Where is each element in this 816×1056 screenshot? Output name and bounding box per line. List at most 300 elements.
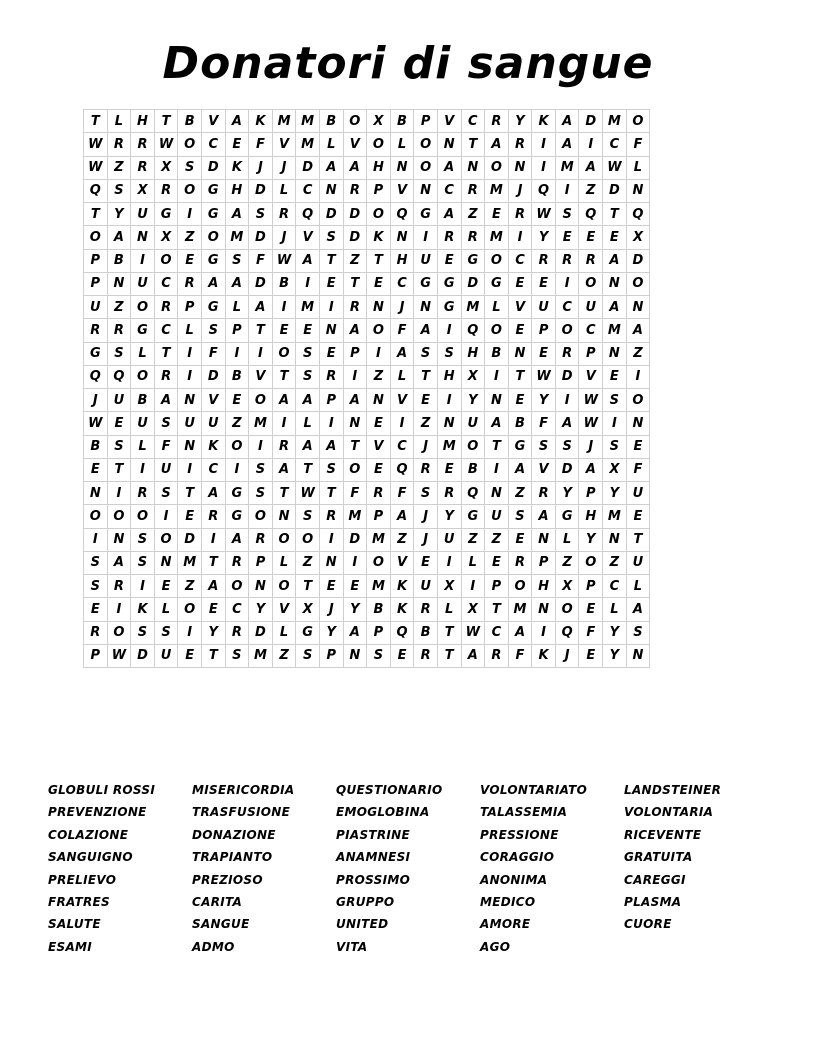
grid-cell: T [626,528,650,551]
grid-cell: T [414,365,438,388]
grid-cell: I [107,598,131,621]
grid-cell: W [107,644,131,667]
grid-cell: U [131,203,155,226]
grid-cell: T [485,598,509,621]
grid-cell: R [461,226,485,249]
grid-cell: L [131,435,155,458]
grid-cell: F [343,482,367,505]
grid-cell: V [343,133,367,156]
grid-cell: O [343,458,367,481]
grid-cell: X [603,458,627,481]
word-list-item: PROSSIMO [336,872,411,887]
grid-cell: O [343,110,367,133]
grid-cell: R [319,505,343,528]
grid-cell: N [626,179,650,202]
grid-cell: Y [603,621,627,644]
grid-cell: R [508,203,532,226]
grid-cell: A [414,319,438,342]
grid-cell: R [272,203,296,226]
grid-cell: N [414,296,438,319]
grid-cell: Q [390,621,414,644]
grid-cell: R [249,528,273,551]
grid-cell: E [296,319,320,342]
grid-cell: U [437,528,461,551]
grid-cell: S [603,435,627,458]
grid-cell: A [626,598,650,621]
grid-cell: O [367,133,391,156]
grid-cell: P [532,551,556,574]
grid-cell: A [225,110,249,133]
grid-cell: P [579,575,603,598]
grid-cell: E [437,249,461,272]
grid-cell: H [579,505,603,528]
grid-cell: C [485,621,509,644]
grid-cell: M [296,296,320,319]
word-list-item: MEDICO [480,894,536,909]
grid-cell: Q [626,203,650,226]
grid-cell: M [461,296,485,319]
grid-cell: O [249,505,273,528]
grid-cell: I [437,319,461,342]
grid-cell: E [201,598,225,621]
grid-cell: Z [225,412,249,435]
grid-cell: Z [508,482,532,505]
grid-cell: O [485,319,509,342]
grid-cell: J [414,505,438,528]
grid-cell: W [603,156,627,179]
grid-cell: I [272,296,296,319]
grid-cell: I [319,296,343,319]
grid-cell: M [296,133,320,156]
grid-cell: D [201,365,225,388]
grid-cell: I [508,226,532,249]
grid-cell: Z [367,365,391,388]
grid-cell: P [579,482,603,505]
grid-cell: O [555,319,579,342]
grid-cell: T [461,133,485,156]
grid-cell: I [343,551,367,574]
grid-cell: A [154,389,178,412]
grid-cell: W [84,412,108,435]
grid-cell: I [272,412,296,435]
word-list-item: VOLONTARIA [624,805,714,820]
grid-cell: S [249,482,273,505]
grid-cell: V [272,133,296,156]
grid-cell: Y [603,644,627,667]
grid-cell: M [367,575,391,598]
word-search-grid [83,109,650,668]
word-list-item: COLAZIONE [48,827,129,842]
grid-cell: X [154,226,178,249]
grid-cell: O [485,156,509,179]
grid-cell: H [461,342,485,365]
grid-cell: I [319,412,343,435]
grid-cell: A [225,272,249,295]
grid-cell: A [249,296,273,319]
grid-cell: U [626,482,650,505]
grid-cell: Y [555,482,579,505]
grid-cell: T [201,551,225,574]
grid-cell: A [296,249,320,272]
grid-cell: F [626,458,650,481]
grid-cell: A [390,342,414,365]
grid-cell: N [390,226,414,249]
grid-cell: D [249,272,273,295]
grid-cell: Q [461,482,485,505]
grid-cell: K [201,435,225,458]
grid-cell: Q [579,203,603,226]
grid-cell: N [414,179,438,202]
grid-row [84,133,650,156]
grid-cell: O [272,575,296,598]
grid-cell: E [508,389,532,412]
grid-cell: C [154,319,178,342]
word-list-item: VITA [336,939,368,954]
grid-cell: Z [343,249,367,272]
grid-cell: O [131,296,155,319]
grid-cell: O [249,389,273,412]
grid-cell: J [249,156,273,179]
word-list-item: CAREGGI [624,872,686,887]
grid-cell: D [131,644,155,667]
grid-cell: B [319,110,343,133]
grid-cell: J [84,389,108,412]
word-list-item: SALUTE [48,917,101,932]
grid-cell: S [414,342,438,365]
grid-cell: E [508,319,532,342]
grid-cell: W [532,365,556,388]
grid-cell: S [532,435,556,458]
grid-cell: N [84,482,108,505]
grid-cell: R [131,482,155,505]
grid-cell: G [296,621,320,644]
grid-cell: N [485,482,509,505]
word-column [192,782,332,961]
grid-cell: R [107,133,131,156]
grid-cell: C [508,249,532,272]
grid-cell: H [437,365,461,388]
grid-cell: A [437,156,461,179]
grid-cell: S [296,644,320,667]
grid-cell: G [461,505,485,528]
grid-cell: P [225,319,249,342]
grid-cell: G [414,272,438,295]
grid-cell: N [626,296,650,319]
word-list-item: AMORE [480,917,531,932]
grid-cell: R [508,133,532,156]
grid-cell: C [225,598,249,621]
grid-row [84,203,650,226]
grid-cell: A [485,133,509,156]
grid-cell: D [603,179,627,202]
grid-cell: O [579,551,603,574]
grid-cell: I [225,342,249,365]
grid-cell: B [225,365,249,388]
grid-cell: I [414,226,438,249]
grid-cell: O [485,249,509,272]
grid-cell: L [272,179,296,202]
grid-cell: G [201,249,225,272]
grid-cell: A [272,389,296,412]
grid-cell: I [555,389,579,412]
grid-cell: S [319,226,343,249]
grid-cell: I [555,272,579,295]
grid-cell: P [367,505,391,528]
grid-cell: Z [390,528,414,551]
grid-cell: Z [626,342,650,365]
grid-cell: B [84,435,108,458]
grid-cell: R [555,249,579,272]
word-list-item: CORAGGIO [480,850,555,865]
grid-cell: Q [461,319,485,342]
grid-cell: I [178,365,202,388]
grid-cell: A [532,505,556,528]
grid-cell: N [532,598,556,621]
grid-cell: M [367,528,391,551]
grid-cell: R [272,435,296,458]
grid-row [84,365,650,388]
grid-cell: I [461,575,485,598]
grid-cell: V [249,365,273,388]
grid-cell: B [508,412,532,435]
grid-cell: C [555,296,579,319]
word-list-item: QUESTIONARIO [336,783,443,797]
grid-cell: S [555,203,579,226]
grid-cell: R [84,621,108,644]
grid-cell: K [390,575,414,598]
grid-cell: D [249,179,273,202]
grid-cell: L [390,133,414,156]
grid-cell: X [131,179,155,202]
grid-cell: W [154,133,178,156]
grid-cell: M [603,319,627,342]
grid-cell: E [414,551,438,574]
grid-cell: I [343,365,367,388]
grid-cell: O [225,435,249,458]
grid-cell: R [154,365,178,388]
grid-cell: U [579,296,603,319]
grid-cell: G [437,296,461,319]
grid-cell: E [319,575,343,598]
grid-cell: O [367,551,391,574]
grid-cell: O [178,179,202,202]
grid-cell: D [626,249,650,272]
grid-cell: N [249,575,273,598]
grid-cell: S [437,342,461,365]
grid-cell: U [131,412,155,435]
grid-cell: J [272,156,296,179]
grid-cell: P [579,342,603,365]
grid-cell: E [225,389,249,412]
grid-cell: L [154,598,178,621]
grid-cell: B [390,110,414,133]
grid-cell: H [131,110,155,133]
grid-cell: T [319,482,343,505]
grid-cell: E [579,226,603,249]
grid-cell: I [249,435,273,458]
grid-cell: U [414,575,438,598]
grid-cell: O [296,528,320,551]
grid-cell: S [107,342,131,365]
grid-cell: I [107,482,131,505]
grid-cell: I [532,156,556,179]
grid-row [84,551,650,574]
grid-cell: B [485,342,509,365]
grid-cell: R [508,551,532,574]
grid-cell: W [272,249,296,272]
grid-row [84,644,650,667]
grid-cell: E [319,272,343,295]
grid-cell: P [84,272,108,295]
grid-cell: S [131,528,155,551]
grid-cell: S [84,551,108,574]
grid-cell: Z [272,644,296,667]
grid-cell: A [272,458,296,481]
grid-cell: Q [84,179,108,202]
grid-cell: A [201,575,225,598]
word-list-item: GLOBULI ROSSI [48,783,156,797]
grid-row [84,156,650,179]
page-title: Donatori di sangue [162,38,654,89]
grid-cell: S [154,621,178,644]
grid-cell: B [178,110,202,133]
grid-cell: V [390,389,414,412]
word-list-item: ESAMI [48,939,93,954]
word-column [48,782,188,961]
grid-cell: Y [532,226,556,249]
grid-cell: T [296,458,320,481]
grid-cell: N [272,505,296,528]
grid-cell: E [367,272,391,295]
word-list-item: PIASTRINE [336,827,411,842]
grid-cell: J [414,528,438,551]
grid-cell: S [107,435,131,458]
grid-cell: I [603,412,627,435]
grid-cell: T [84,203,108,226]
grid-cell: U [461,412,485,435]
grid-cell: R [178,272,202,295]
grid-cell: S [603,389,627,412]
grid-cell: H [225,179,249,202]
grid-cell: N [319,179,343,202]
grid-cell: P [367,621,391,644]
grid-cell: G [437,272,461,295]
grid-cell: T [367,249,391,272]
grid-cell: L [603,598,627,621]
grid-cell: O [367,319,391,342]
grid-cell: I [131,458,155,481]
grid-cell: E [485,203,509,226]
grid-cell: B [367,598,391,621]
grid-cell: T [343,435,367,458]
grid-cell: D [201,156,225,179]
grid-cell: J [508,179,532,202]
grid-cell: N [508,156,532,179]
grid-cell: U [485,505,509,528]
grid-cell: N [319,551,343,574]
grid-cell: V [367,435,391,458]
grid-cell: G [508,435,532,458]
grid-cell: A [319,435,343,458]
grid-cell: P [84,249,108,272]
grid-cell: L [272,551,296,574]
grid-cell: I [201,528,225,551]
grid-cell: Z [178,226,202,249]
grid-row [84,226,650,249]
grid-cell: R [437,226,461,249]
grid-cell: O [131,505,155,528]
grid-cell: V [201,389,225,412]
grid-cell: W [532,203,556,226]
grid-cell: A [296,435,320,458]
grid-cell: W [84,156,108,179]
grid-cell: R [343,296,367,319]
grid-cell: Y [319,621,343,644]
grid-cell: N [461,156,485,179]
grid-cell: I [626,365,650,388]
grid-cell: U [84,296,108,319]
grid-cell: T [84,110,108,133]
grid-row [84,528,650,551]
grid-cell: N [343,412,367,435]
grid-cell: M [603,110,627,133]
grid-cell: S [555,435,579,458]
grid-cell: M [249,412,273,435]
grid-cell: R [131,133,155,156]
grid-cell: G [485,272,509,295]
grid-cell: O [178,133,202,156]
grid-cell: T [272,365,296,388]
grid-cell: D [249,226,273,249]
grid-cell: N [178,435,202,458]
grid-cell: F [249,133,273,156]
grid-cell: U [154,644,178,667]
grid-cell: W [461,621,485,644]
grid-cell: D [461,272,485,295]
grid-cell: R [414,458,438,481]
grid-cell: R [555,342,579,365]
grid-cell: D [249,621,273,644]
grid-cell: T [154,342,178,365]
grid-cell: P [532,319,556,342]
grid-cell: Y [343,598,367,621]
grid-cell: G [201,203,225,226]
grid-cell: G [201,179,225,202]
grid-cell: P [343,342,367,365]
grid-cell: S [154,482,178,505]
grid-cell: Y [508,110,532,133]
grid-cell: L [626,575,650,598]
grid-cell: M [485,179,509,202]
grid-cell: A [626,319,650,342]
grid-cell: E [626,435,650,458]
grid-cell: W [296,482,320,505]
grid-cell: I [84,528,108,551]
grid-cell: N [437,412,461,435]
grid-cell: T [485,435,509,458]
grid-cell: E [532,272,556,295]
grid-cell: S [154,412,178,435]
grid-cell: A [343,621,367,644]
grid-cell: A [579,458,603,481]
grid-cell: D [343,203,367,226]
grid-cell: D [579,110,603,133]
grid-cell: C [201,133,225,156]
grid-cell: P [249,551,273,574]
grid-cell: Y [249,598,273,621]
grid-cell: R [225,551,249,574]
grid-cell: Y [461,389,485,412]
